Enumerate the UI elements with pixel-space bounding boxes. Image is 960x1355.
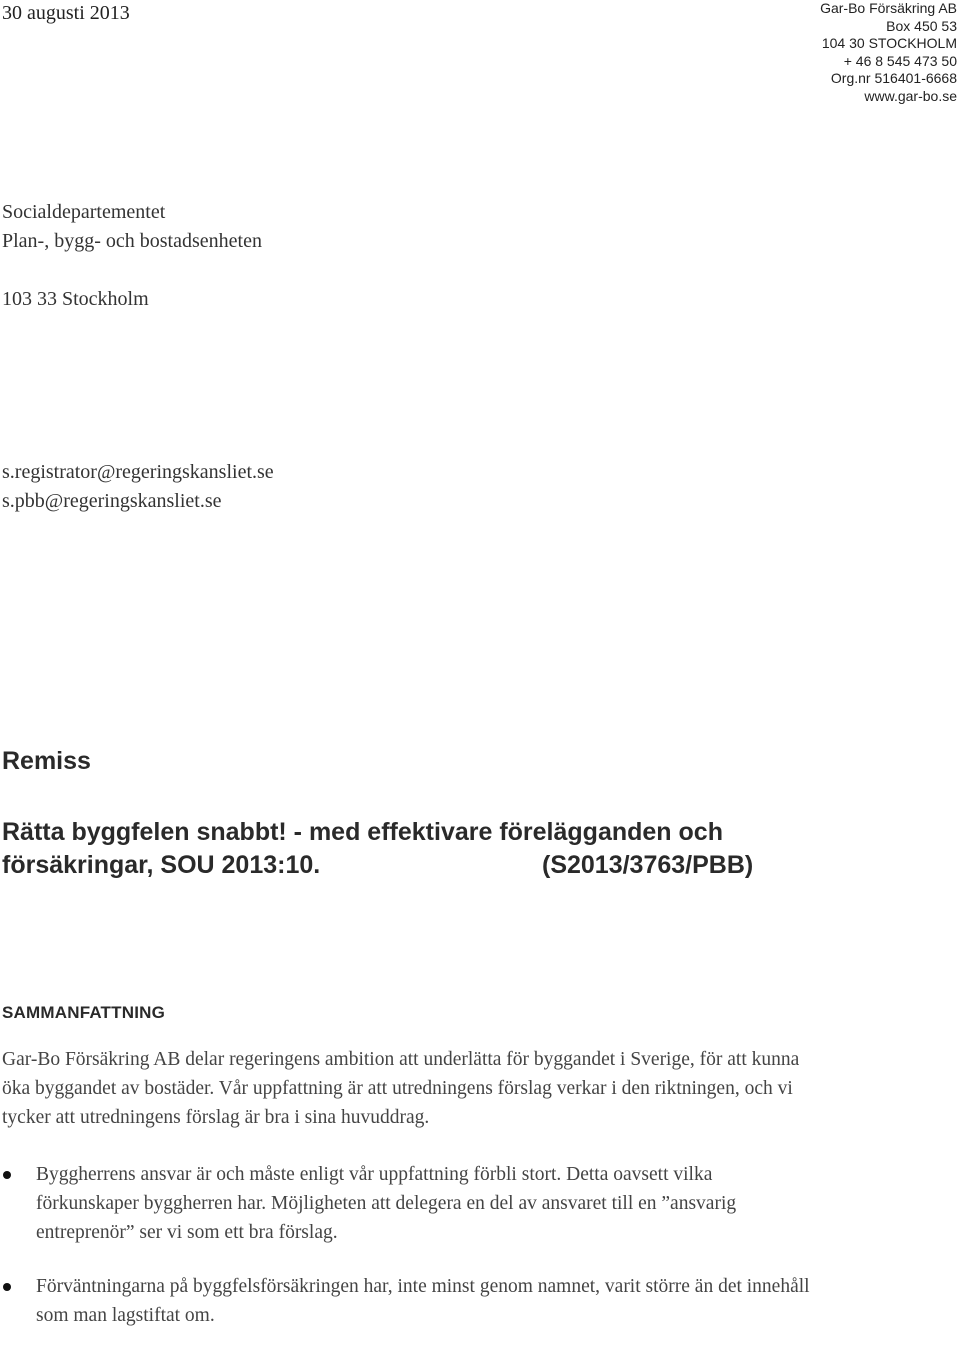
sender-website: www.gar-bo.se [864,87,957,104]
sender-orgnr: Org.nr 516401-6668 [830,70,957,87]
sender-phone: + 46 8 545 473 50 [843,52,957,69]
list-item [0,1272,820,1330]
letter-date: 30 augusti 2013 [2,2,130,24]
summary-heading: SAMMANFATTNING [2,1003,166,1022]
bullet-text: Byggherrens ansvar är och måste enligt vår uppfattning förbli stort. Detta oavsett vilka förkunskaper byggherren har. Möjligheten att delegera en del av ansvaret till en ”ansvarig entreprenör” ser vi som ett bra förslag. [36,1164,737,1243]
recipient-spacer [2,256,262,285]
sender-box: Box 450 53 [886,17,957,34]
bullet-text: Förväntningarna på byggfelsförsäkringen har, inte minst genom namnet, varit större än det innehåll som man lagstiftat om. [36,1276,810,1326]
list-item [0,1160,820,1247]
recipient-address-block [2,198,262,314]
recipient-unit: Plan-, bygg- och bostadsenheten [2,230,262,252]
summary-bullet-list [0,1160,820,1355]
summary-paragraph: Gar-Bo Försäkring AB delar regeringens ambition att underlätta för byggandet i Sverige, för att kunna öka byggandet av bostäder. Vår uppfattning är att utredningens förslag verkar i den riktningen, och vi tycker att utredningens förslag är bra i sina huvuddrag. [2,1049,800,1128]
subject-heading [2,816,952,882]
recipient-emails [2,458,274,516]
recipient-department: Socialdepartementet [2,201,166,223]
bullet-icon [3,1283,11,1291]
recipient-postal: 103 33 Stockholm [2,288,149,310]
email-registrator: s.registrator@regeringskansliet.se [2,461,274,483]
reference-number: (S2013/3763/PBB) [542,851,754,879]
sender-address-block [820,0,957,106]
subject-line-1: Rätta byggfelen snabbt! - med effektivare förelägganden och [2,818,723,846]
sender-postal: 104 30 STOCKHOLM [821,35,957,52]
subject-line-2: försäkringar, SOU 2013:10. [2,851,321,879]
email-pbb: s.pbb@regeringskansliet.se [2,490,222,512]
document-type-heading: Remiss [2,747,91,775]
bullet-icon [3,1171,11,1179]
sender-company: Gar-Bo Försäkring AB [820,0,957,16]
